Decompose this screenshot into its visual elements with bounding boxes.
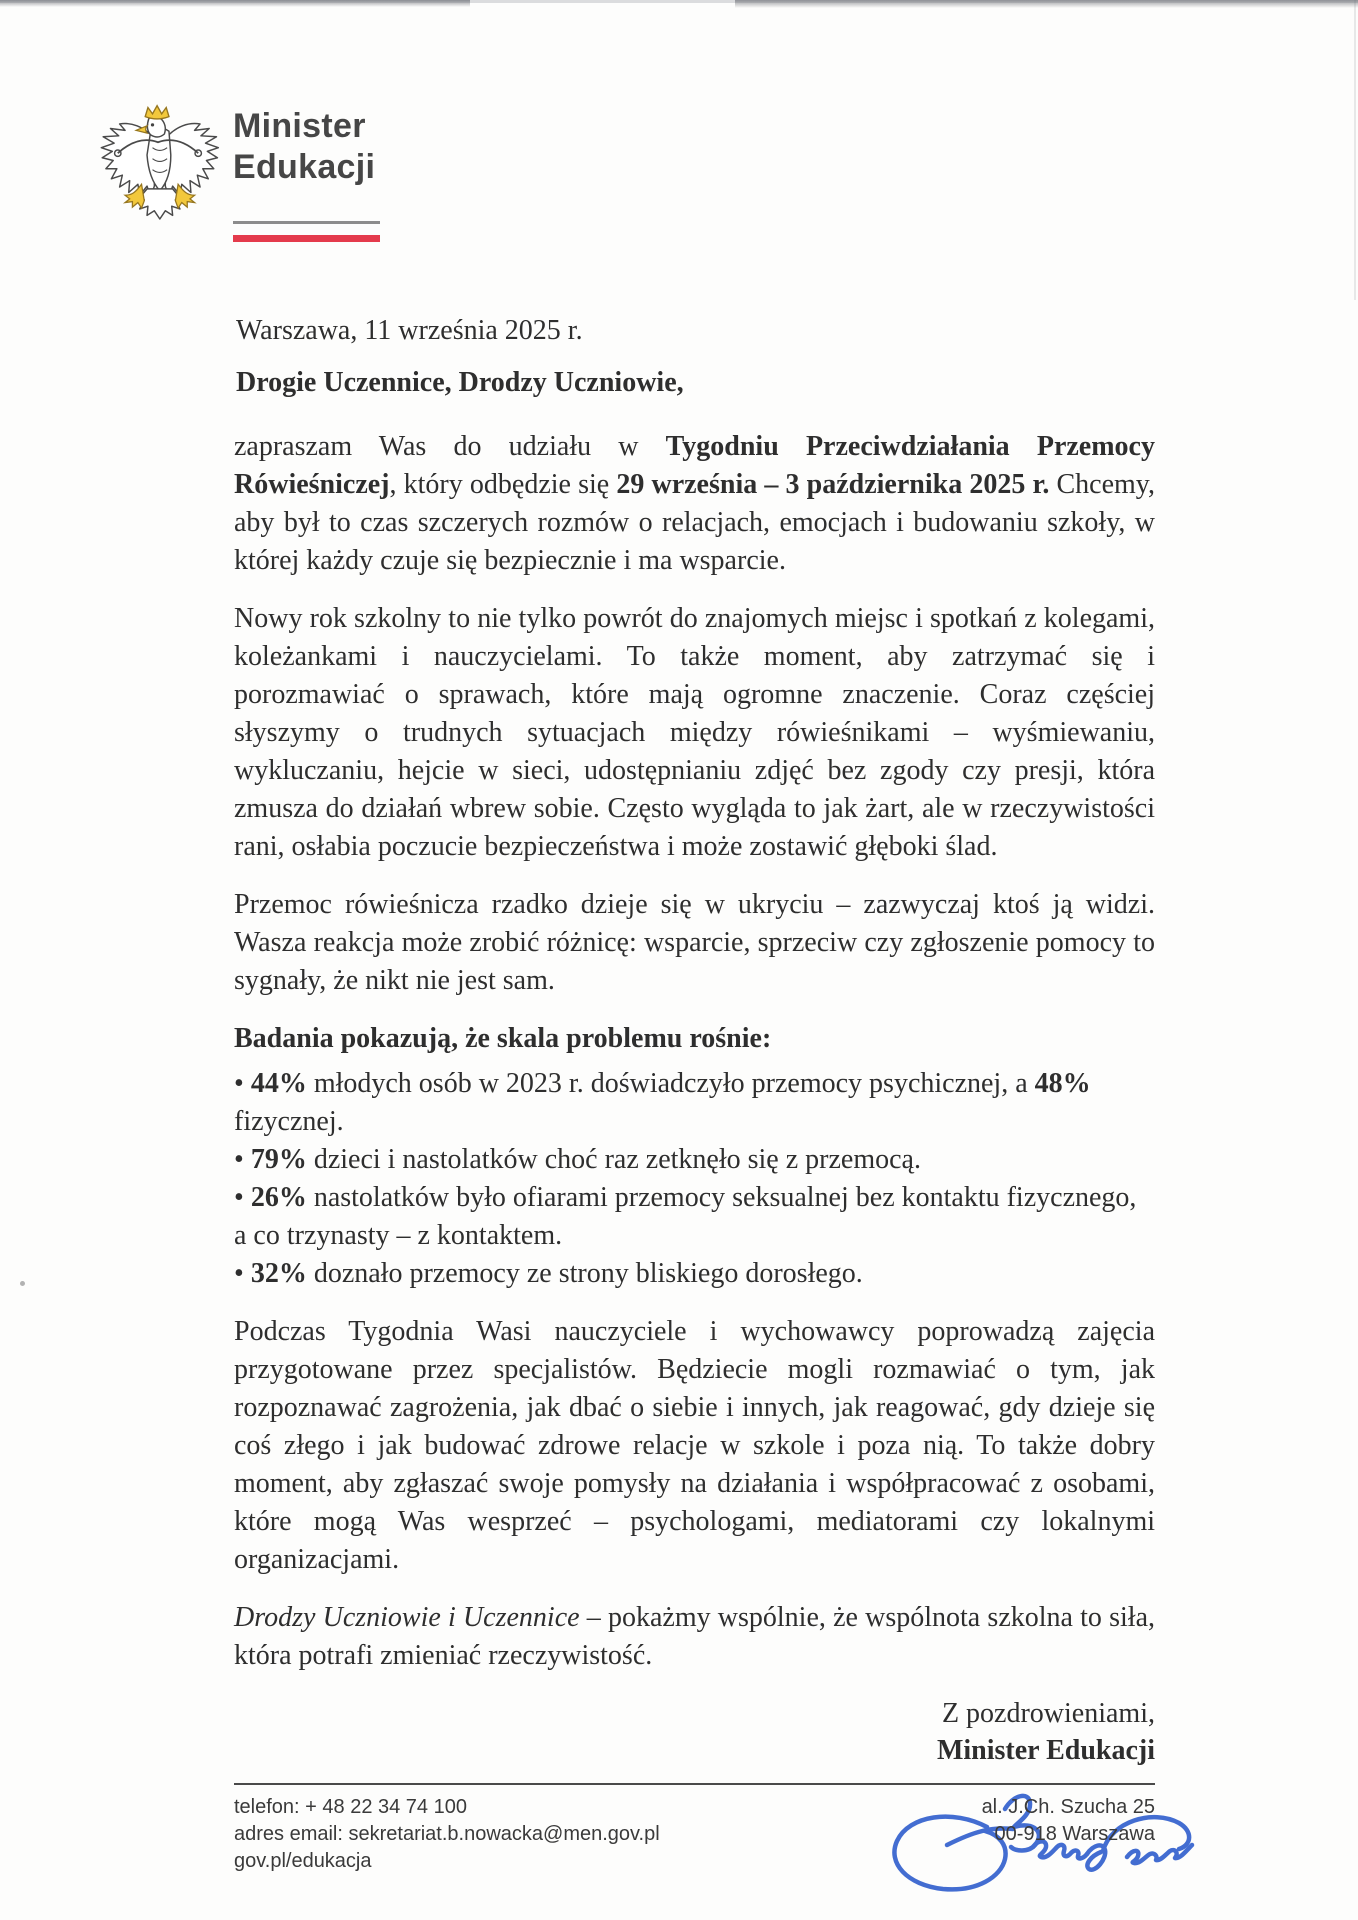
footer-website: gov.pl/edukacja <box>234 1850 372 1872</box>
footer-address-line1: al. J.Ch. Szucha 25 <box>981 1796 1155 1818</box>
date-line: Warszawa, 11 września 2025 r. <box>236 315 583 346</box>
footer-address-block <box>982 1794 1155 1848</box>
letterhead-title-line2: Edukacji <box>233 148 376 186</box>
paragraph-peer-violence: Przemoc rówieśnicza rzadko dzieje się w ukryciu – zazwyczaj ktoś ją widzi. Wasza reakcja może zrobić różnicę: wsparcie, sprzeciw czy zgłoszenie pomocy to sygnały, że nikt nie jest sam. <box>234 889 1155 996</box>
stat-item-44: • 44% młodych osób w 2023 r. doświadczyło przemocy psychicznej, a 48% fizycznej. <box>234 1068 1091 1137</box>
letterhead-title-line1: Minister <box>233 107 366 145</box>
footer-phone: telefon: + 48 22 34 74 100 <box>234 1796 467 1818</box>
letter-body <box>234 312 1155 1904</box>
polish-eagle-emblem-icon <box>94 102 222 230</box>
stat-item-79: • 79% dzieci i nastolatków choć raz zetknęło się z przemocą. <box>234 1144 921 1175</box>
scan-speck <box>20 1281 25 1286</box>
footer <box>234 1783 1155 1875</box>
footer-address-line2: 00-918 Warszawa <box>994 1823 1155 1845</box>
letterhead-red-rule <box>233 235 380 242</box>
closing-block <box>234 1695 1155 1769</box>
salutation: Drogie Uczennice, Drodzy Uczniowie, <box>236 367 684 398</box>
stat-item-26: • 26% nastolatków było ofiarami przemocy seksualnej bez kontaktu fizycznego, a co trzynasty – z kontaktem. <box>234 1182 1137 1251</box>
paragraph-activities: Podczas Tygodnia Wasi nauczyciele i wychowawcy poprowadzą zajęcia przygotowane przez specjalistów. Będziecie mogli rozmawiać o tym, jak rozpoznawać zagrożenia, jak dbać o siebie i innych, jak reagować, gdy dzieje się coś złego i jak budować zdrowe relacje w szkole i poza nią. To także dobry moment, aby zgłaszać swoje pomysły na działania i współpracować z osobami, które mogą Was wesprzeć – psychologami, mediatorami czy lokalnymi organizacjami. <box>234 1316 1155 1575</box>
stat-item-32: • 32% doznało przemocy ze strony bliskiego dorosłego. <box>234 1258 863 1289</box>
stats-list <box>234 1065 1155 1293</box>
letterhead-gray-rule <box>233 221 380 224</box>
paragraph-invitation: zapraszam Was do udziału w Tygodniu Przeciwdziałania Przemocy Rówieśniczej, który odbędzie się 29 września – 3 października 2025 r. Chcemy, aby był to czas szczerych rozmów o relacjach, emocjach i budowaniu szkoły, w której każdy czuje się bezpiecznie i ma wsparcie. <box>234 431 1155 576</box>
closing-salute: Z pozdrowieniami, <box>941 1698 1155 1729</box>
letterhead-title <box>233 106 375 188</box>
closing-signer: Minister Edukacji <box>936 1735 1155 1766</box>
footer-email: adres email: sekretariat.b.nowacka@men.gov.pl <box>234 1823 660 1845</box>
footer-contact-block <box>234 1794 660 1875</box>
scan-shadow-right-edge <box>1354 0 1356 300</box>
paragraph-new-school-year: Nowy rok szkolny to nie tylko powrót do znajomych miejsc i spotkań z kolegami, koleżankami i nauczycielami. To także moment, aby zatrzymać się i porozmawiać o sprawach, które mają ogromne znaczenie. Coraz częściej słyszymy o trudnych sytuacjach między rówieśnikami – wyśmiewaniu, wykluczaniu, hejcie w sieci, udostępnianiu zdjęć bez zgody czy presji, która zmusza do działań wbrew sobie. Często wygląda to jak żart, ale w rzeczywistości rani, osłabia poczucie bezpieczeństwa i może zostawić głęboki ślad. <box>234 603 1155 862</box>
stats-heading: Badania pokazują, że skala problemu rośnie: <box>234 1023 772 1054</box>
scan-shadow-top <box>0 0 1358 3</box>
paragraph-appeal: Drodzy Uczniowie i Uczennice – pokażmy wspólnie, że wspólnota szkolna to siła, która potrafi zmieniać rzeczywistość. <box>234 1602 1156 1671</box>
